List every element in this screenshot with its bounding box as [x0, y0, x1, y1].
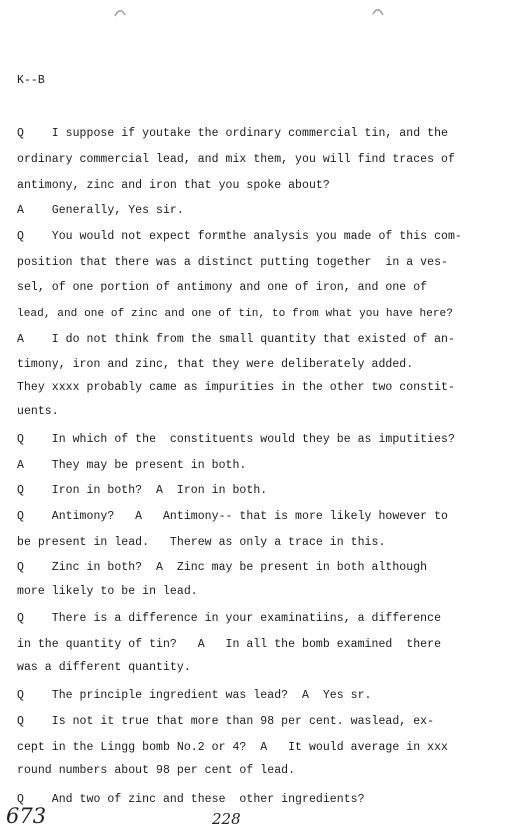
transcript-line-26: round numbers about 98 per cent of lead. [17, 764, 296, 777]
transcript-line-7: sel, of one portion of antimony and one of iron, and one of [17, 281, 428, 294]
transcript-line-12: uents. [17, 405, 59, 418]
transcript-line-1: Q I suppose if youtake the ordinary commercial tin, and the [17, 127, 448, 140]
transcript-line-21: in the quantity of tin? A In all the bomb examined there [17, 638, 442, 651]
transcript-line-16: Q Antimony? A Antimony-- that is more likely however to [17, 510, 448, 523]
transcript-line-5: Q You would not expect formthe analysis you made of this com- [17, 230, 462, 243]
transcript-line-13: Q In which of the constituents would they be as imputities? [17, 433, 455, 446]
transcript-line-6: position that there was a distinct putting together in a ves- [17, 256, 448, 269]
transcript-line-22: was a different quantity. [17, 661, 191, 674]
transcript-line-9: A I do not think from the small quantity that existed of an- [17, 333, 455, 346]
transcript-line-11: They xxxx probably came as impurities in the other two constit- [17, 381, 455, 394]
punch-hole-mark-right [370, 3, 386, 19]
transcript-line-4: A Generally, Yes sir. [17, 204, 184, 217]
punch-hole-mark-left [112, 4, 128, 20]
transcript-line-23: Q The principle ingredient was lead? A Yes sr. [17, 689, 372, 702]
page-header: K--B [17, 74, 45, 87]
transcript-line-19: more likely to be in lead. [17, 585, 198, 598]
transcript-line-8: lead, and one of zinc and one of tin, to from what you have here? [17, 308, 453, 320]
transcript-line-14: A They may be present in both. [17, 459, 247, 472]
transcript-line-15: Q Iron in both? A Iron in both. [17, 484, 268, 497]
transcript-line-3: antimony, zinc and iron that you spoke about? [17, 179, 330, 192]
transcript-line-2: ordinary commercial lead, and mix them, you will find traces of [17, 153, 455, 166]
transcript-line-27: Q And two of zinc and these other ingredients? [17, 793, 365, 806]
transcript-line-17: be present in lead. Therew as only a trace in this. [17, 536, 386, 549]
handwritten-page-number: 673 [6, 804, 47, 828]
transcript-line-20: Q There is a difference in your examinatiins, a difference [17, 612, 442, 625]
transcript-line-10: timony, iron and zinc, that they were deliberately added. [17, 358, 414, 371]
transcript-line-24: Q Is not it true that more than 98 per cent. waslead, ex- [17, 715, 435, 728]
handwritten-folio-number: 228 [212, 810, 241, 828]
transcript-line-25: cept in the Lingg bomb No.2 or 4? A It would average in xxx [17, 741, 448, 754]
transcript-line-18: Q Zinc in both? A Zinc may be present in both although [17, 561, 428, 574]
